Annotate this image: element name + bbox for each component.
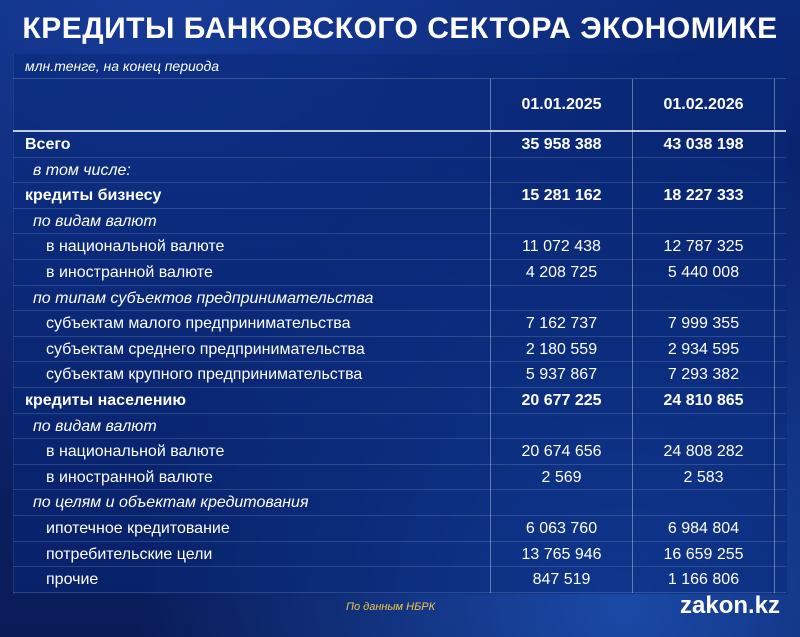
table-row [13,311,786,337]
value-2025: 35 958 388 [521,136,602,153]
brand-logo: zakon.kz [680,592,781,619]
row-label: по типам субъектов предпринимательства [33,289,374,307]
value-2025: 20 674 656 [521,443,602,461]
table-row [13,337,786,363]
row-label: потребительские цели [46,545,213,563]
value-2026: 18 227 333 [663,187,744,205]
value-2026: 6 984 804 [667,519,740,537]
row-label: по целям и объектам кредитования [33,494,309,512]
row-label: кредиты бизнесу [25,187,162,205]
table-row [13,260,786,286]
row-label: в национальной валюте [46,443,225,461]
value-2025: 2 180 559 [525,340,598,358]
value-2026: 16 659 255 [663,545,744,563]
value-2025: 11 072 438 [522,238,601,256]
page-title: КРЕДИТЫ БАНКОВСКОГО СЕКТОРА ЭКОНОМИКЕ [22,12,778,45]
row-label: Всего [25,136,71,153]
value-2025: 20 677 225 [521,391,602,409]
row-label: по видам валют [33,212,157,230]
source-note: По данным НБРК [346,601,436,613]
value-2026: 43 038 198 [663,136,744,153]
table-row [13,567,786,593]
column-header-2025: 01.01.2025 [521,96,602,113]
row-label: в иностранной валюте [46,468,213,486]
value-2026: 2 934 595 [667,340,740,358]
value-2026: 24 810 865 [663,391,744,409]
row-label: субъектам среднего предпринимательства [46,340,365,358]
value-2026: 1 166 806 [667,571,740,589]
row-label: в национальной валюте [46,238,225,256]
value-2025: 13 765 946 [521,545,602,563]
table-row [13,516,786,542]
column-header-2026: 01.02.2026 [663,96,744,113]
table-row [13,286,786,312]
value-2025: 6 063 760 [525,519,598,537]
unit-note: млн.тенге, на конец периода [25,58,220,74]
table-row [13,183,786,209]
row-label: прочие [46,571,99,589]
table-row [13,542,786,568]
table-row [13,158,786,184]
value-2025: 847 519 [532,571,591,589]
table-row [13,465,786,491]
table-row [13,439,786,465]
table-row [13,132,786,158]
credits-table [13,132,786,593]
value-2026: 5 440 008 [667,263,740,281]
value-2025: 5 937 867 [525,366,598,384]
row-label: субъектам малого предпринимательства [46,315,351,333]
row-label: субъектам крупного предпринимательства [46,366,363,384]
value-2025: 2 569 [541,468,582,486]
table-row [13,234,786,260]
row-label: кредиты населению [25,391,186,409]
value-2025: 7 162 737 [525,315,598,333]
table-row [13,414,786,440]
table-row [13,209,786,235]
value-2025: 4 208 725 [525,263,598,281]
row-label: в том числе: [33,161,131,179]
value-2026: 12 787 325 [663,238,744,256]
row-label: в иностранной валюте [46,263,213,281]
row-label: ипотечное кредитование [46,519,230,537]
value-2026: 24 808 282 [663,443,744,461]
table-row [13,362,786,388]
value-2026: 7 999 355 [667,315,740,333]
row-label: по видам валют [33,417,157,435]
value-2026: 7 293 382 [667,366,740,384]
table-row [13,490,786,516]
table-row [13,388,786,414]
value-2026: 2 583 [683,468,724,486]
value-2025: 15 281 162 [521,187,602,205]
